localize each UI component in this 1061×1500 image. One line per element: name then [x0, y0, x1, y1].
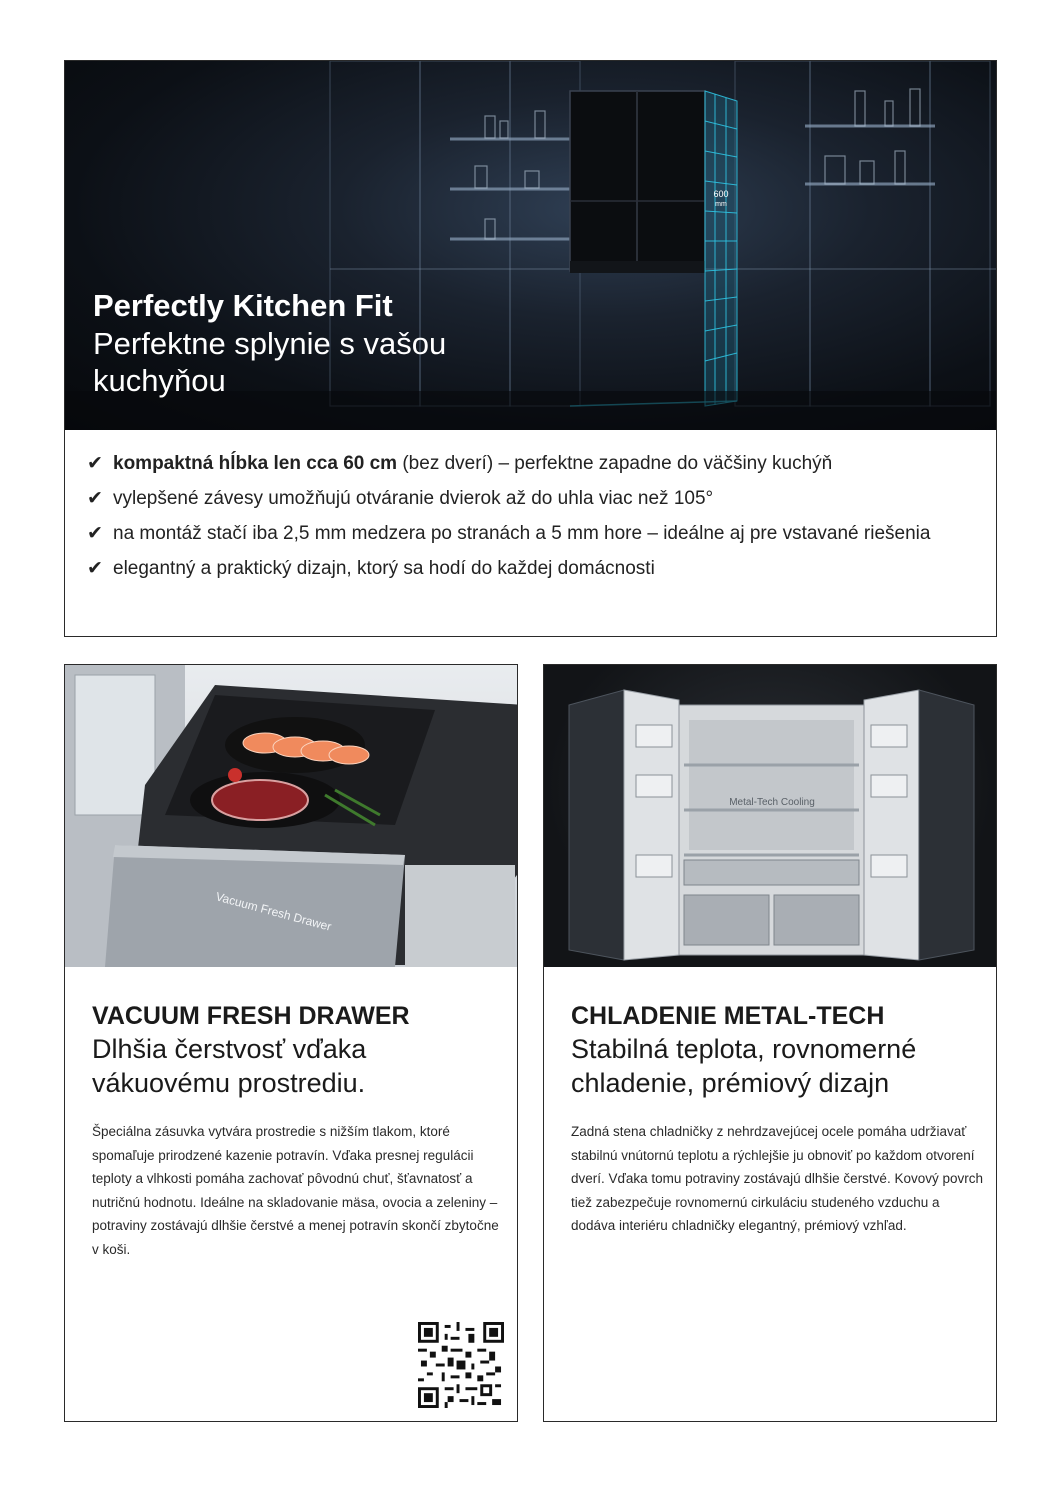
- feature-text: vylepšené závesy umožňujú otváranie dvierok až do uhla viac než 105°: [113, 488, 714, 509]
- kitchen-fit-section: [64, 60, 997, 637]
- card-title: CHLADENIE METAL-TECH: [571, 1002, 885, 1030]
- check-icon: ✔: [87, 558, 103, 579]
- drawer-brand-label: Vacuum Fresh Drawer: [214, 889, 333, 934]
- card-title: VACUUM FRESH DRAWER: [92, 1002, 410, 1030]
- card-body-text: Zadná stena chladničky z nehrdzavejúcej ocele pomáha udržiavať stabilnú vnútornú teplotu a rýchlejšie ju obnoviť po každom otvorení dverí. Vďaka tomu potraviny zostávajú dlhšie čerstvé. Kovový povrch tiež zabezpečuje rovnomernú cirkuláciu studeného vzduchu a dodáva interiéru chladničky elegantný, prémiový vzhľad.: [571, 1124, 983, 1233]
- metal-tech-image: [544, 665, 996, 967]
- depth-label: 600: [713, 189, 729, 199]
- feature-text: na montáž stačí iba 2,5 mm medzera po stranách a 5 mm hore – ideálne aj pre vstavané riešenia: [113, 523, 931, 544]
- metal-tech-cooling-card: [543, 664, 997, 1422]
- card-body-text: Špeciálna zásuvka vytvára prostredie s nižším tlakom, ktoré spomaľuje prirodzené kazenie potravín. Vďaka presnej regulácii teploty a vlhkosti pomáha zachovať pôvodnú chuť, šťavnatosť a nutričnú hodnotu. Ideálne na skladovanie mäsa, ovocia a zeleniny – potraviny zostávajú dlhšie čerstvé a menej potravín skončí zbytočne v koši.: [92, 1124, 499, 1257]
- hero-image: [65, 61, 996, 430]
- vacuum-drawer-illustration: [65, 665, 517, 967]
- hero-title-bold: Perfectly Kitchen Fit: [93, 288, 393, 323]
- depth-unit: mm: [715, 201, 727, 208]
- open-fridge-illustration: [544, 665, 996, 967]
- feature-text: elegantný a praktický dizajn, ktorý sa hodí do každej domácnosti: [113, 558, 655, 579]
- feature-item: [87, 554, 977, 583]
- feature-item: [87, 449, 977, 478]
- feature-item: [87, 484, 977, 513]
- hero-heading: [93, 287, 553, 399]
- card-heading: [571, 1000, 981, 1100]
- check-icon: ✔: [87, 523, 103, 544]
- card-subtitle: Dlhšia čerstvosť vďaka vákuovému prostrediu.: [92, 1034, 367, 1098]
- feature-text: (bez dverí) – perfektne zapadne do väčšiny kuchýň: [397, 453, 833, 474]
- vacuum-fresh-drawer-card: [64, 664, 518, 1422]
- check-icon: ✔: [87, 453, 103, 474]
- feature-list: [87, 449, 977, 589]
- metal-tech-label: Metal-Tech Cooling: [729, 797, 815, 808]
- card-heading: [92, 1000, 502, 1100]
- feature-bold: kompaktná hĺbka len cca 60 cm: [113, 453, 398, 474]
- check-icon: ✔: [87, 488, 103, 509]
- card-subtitle: Stabilná teplota, rovnomerné chladenie, prémiový dizajn: [571, 1034, 917, 1098]
- hero-title-light: Perfektne splynie s vašou kuchyňou: [93, 326, 447, 398]
- vacuum-drawer-image: [65, 665, 517, 967]
- feature-item: [87, 519, 977, 548]
- qr-code[interactable]: [418, 1322, 504, 1408]
